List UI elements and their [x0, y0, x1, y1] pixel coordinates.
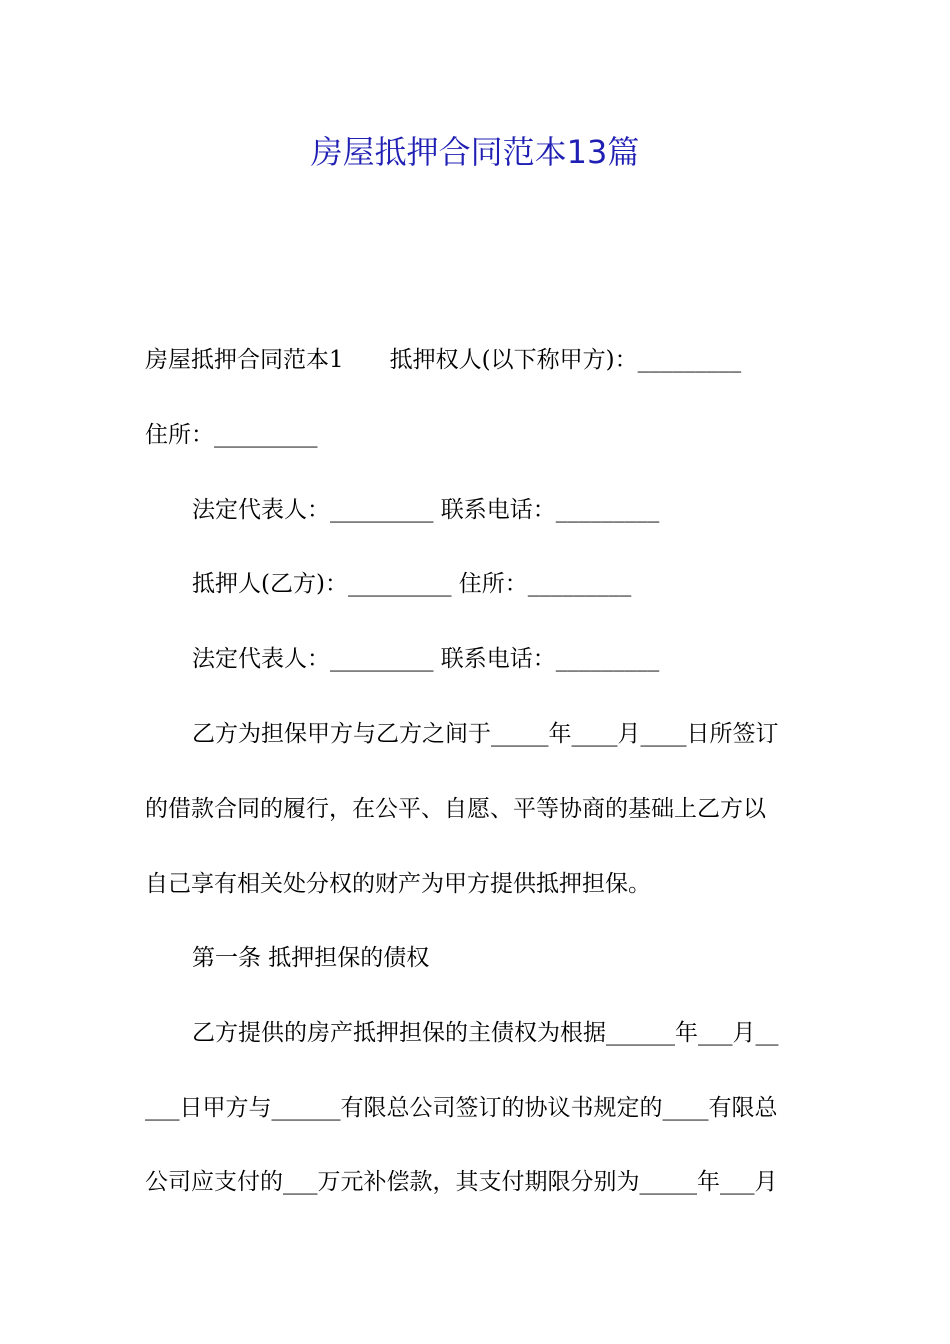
paragraph-line: 法定代表人：_________ 联系电话：_________ [192, 646, 660, 672]
paragraph-line: ___日甲方与______有限总公司签订的协议书规定的____有限总 [145, 1095, 778, 1121]
paragraph-line: 住所：_________ [145, 422, 318, 448]
paragraph-line: 公司应支付的___万元补偿款，其支付期限分别为_____年___月 [145, 1169, 778, 1195]
paragraph-line: 法定代表人：_________ 联系电话：_________ [192, 497, 660, 523]
paragraph-line: 乙方提供的房产抵押担保的主债权为根据______年___月__ [192, 1020, 779, 1046]
document-title: 房屋抵押合同范本13篇 [310, 133, 640, 171]
paragraph-line: 乙方为担保甲方与乙方之间于_____年____月____日所签订 [192, 721, 779, 747]
paragraph-line: 自己享有相关处分权的财产为甲方提供抵押担保。 [145, 871, 651, 897]
paragraph-line: 的借款合同的履行，在公平、自愿、平等协商的基础上乙方以 [145, 796, 766, 822]
paragraph-line: 房屋抵押合同范本1 抵押权人(以下称甲方)：_________ [145, 347, 742, 373]
paragraph-line: 抵押人(乙方)：_________ 住所：_________ [192, 571, 632, 597]
section-heading: 第一条 抵押担保的债权 [192, 945, 430, 971]
